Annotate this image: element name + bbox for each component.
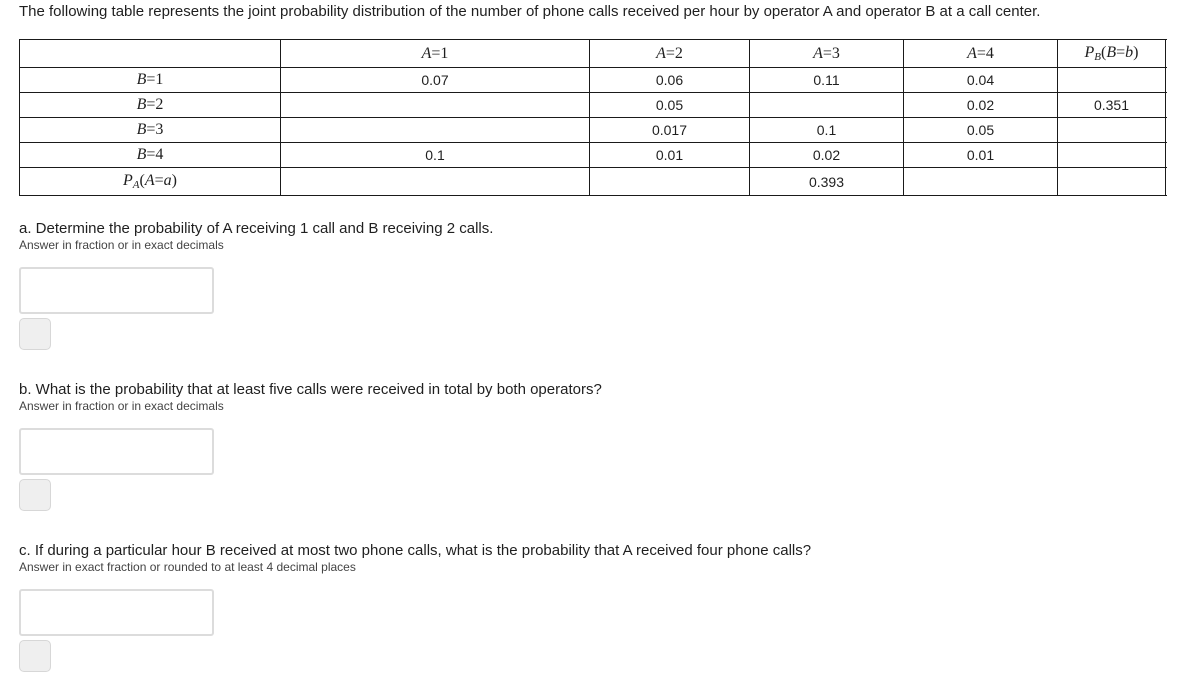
cell-marginal-a3: 0.393 (750, 168, 904, 196)
table-row-b2 (20, 93, 1166, 118)
cell-marginal-a1 (281, 168, 590, 196)
cell-marginal-a2 (590, 168, 750, 196)
cell-b4-a2: 0.01 (590, 143, 750, 168)
cell-b2-a2: 0.05 (590, 93, 750, 118)
cell-b4-a4: 0.01 (904, 143, 1058, 168)
cell-b3-a1 (281, 118, 590, 143)
col-header-a3: A=3 (750, 40, 904, 68)
cell-b1-a3: 0.11 (750, 68, 904, 93)
answer-b-input[interactable] (19, 428, 214, 475)
cell-b3-a2: 0.017 (590, 118, 750, 143)
cell-b2-a1 (281, 93, 590, 118)
question-c-hint: Answer in exact fraction or rounded to at least 4 decimal places (19, 560, 356, 574)
table-row-b4 (20, 143, 1166, 168)
answer-a-submit-button[interactable] (19, 318, 51, 350)
answer-c-submit-button[interactable] (19, 640, 51, 672)
question-b (19, 381, 602, 413)
cell-b4-a1: 0.1 (281, 143, 590, 168)
answer-a-input[interactable] (19, 267, 214, 314)
col-header-a1: A=1 (281, 40, 590, 68)
answer-c-input[interactable] (19, 589, 214, 636)
table-header-row (20, 40, 1166, 68)
cell-b3-marginal (1058, 118, 1166, 143)
cell-marginal-total (1058, 168, 1166, 196)
col-header-a4: A=4 (904, 40, 1058, 68)
row-header-b2: B=2 (20, 93, 281, 118)
table-row-marginal-a (20, 168, 1166, 196)
question-a-hint: Answer in fraction or in exact decimals (19, 238, 224, 252)
question-a-text: a. Determine the probability of A receiving 1 call and B receiving 2 calls. (19, 220, 494, 237)
row-header-b1: B=1 (20, 68, 281, 93)
cell-b2-a4: 0.02 (904, 93, 1058, 118)
cell-b1-a2: 0.06 (590, 68, 750, 93)
question-c (19, 542, 811, 574)
question-b-text: b. What is the probability that at least five calls were received in total by both operators? (19, 381, 602, 398)
row-header-b4: B=4 (20, 143, 281, 168)
col-header-marginal-b: $P_B(B=b)$ (1058, 40, 1166, 68)
row-header-b3: B=3 (20, 118, 281, 143)
header-corner-cell (20, 40, 281, 68)
cell-b3-a4: 0.05 (904, 118, 1058, 143)
problem-intro: The following table represents the joint probability distribution of the number of phone calls received per hour by operator A and operator B at a call center. (19, 3, 1041, 20)
row-header-marginal-a: $P_A(A=a)$ (20, 168, 281, 196)
cell-b2-marginal: 0.351 (1058, 93, 1166, 118)
question-b-hint: Answer in fraction or in exact decimals (19, 399, 224, 413)
cell-b3-a3: 0.1 (750, 118, 904, 143)
cell-b4-a3: 0.02 (750, 143, 904, 168)
cell-marginal-a4 (904, 168, 1058, 196)
question-a (19, 220, 493, 252)
table-row-b3 (20, 118, 1166, 143)
question-c-text: c. If during a particular hour B received at most two phone calls, what is the probability that A received four phone calls? (19, 542, 812, 559)
cell-b1-a4: 0.04 (904, 68, 1058, 93)
joint-probability-table (19, 39, 1166, 196)
answer-b-submit-button[interactable] (19, 479, 51, 511)
cell-b1-marginal (1058, 68, 1166, 93)
cell-b2-a3 (750, 93, 904, 118)
cell-b1-a1: 0.07 (281, 68, 590, 93)
table-row-b1 (20, 68, 1166, 93)
col-header-a2: A=2 (590, 40, 750, 68)
cell-b4-marginal (1058, 143, 1166, 168)
